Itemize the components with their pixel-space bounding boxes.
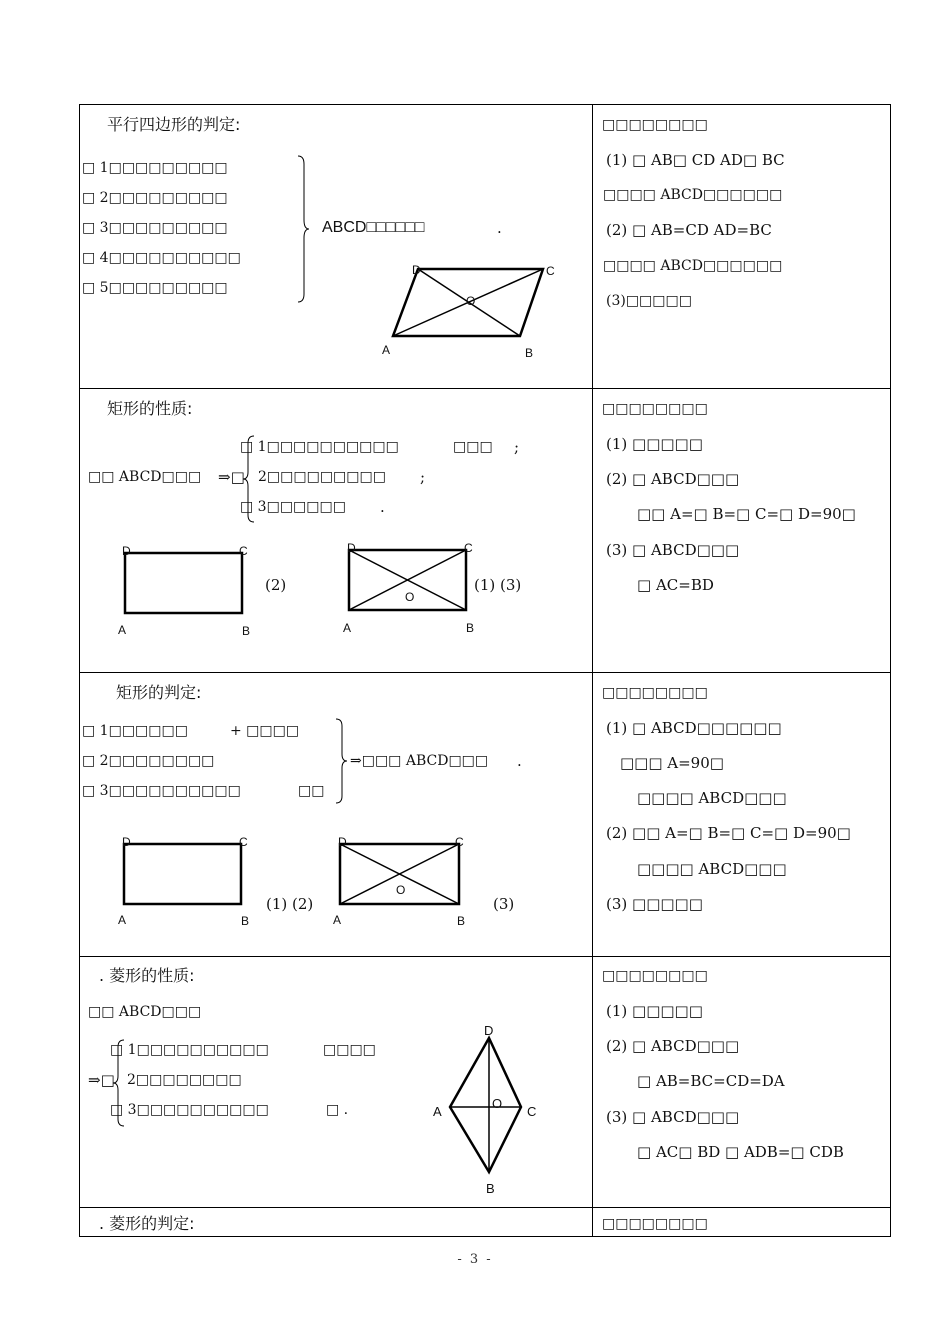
vertex-label: A — [382, 343, 391, 357]
section-heading: 矩形的性质: — [107, 399, 193, 418]
right-text: □□ A=□ B=□ C=□ D=90□ — [637, 505, 856, 523]
right-text: □□□□□□□□ — [602, 117, 708, 133]
condition-item: □ 4□□□□□□□□□□ — [82, 250, 241, 266]
property-item-tail: □□□□ — [323, 1042, 376, 1058]
property-item-tail: □□□ — [453, 439, 493, 455]
vertex-label: B — [486, 1181, 495, 1196]
right-text: □□□□□□□□ — [602, 401, 708, 417]
right-text: □□□□□□□□ — [602, 685, 708, 701]
row-divider — [79, 956, 891, 957]
right-text: □□□□ ABCD□□□□□□ — [603, 258, 783, 274]
vertex-label: A — [433, 1104, 442, 1119]
vertex-label: O — [405, 590, 415, 604]
figure-tag: (2) — [265, 576, 287, 594]
vertex-label: O — [492, 1096, 503, 1111]
right-text: (1) □□□□□ — [606, 435, 703, 453]
right-brace — [334, 717, 348, 805]
conclusion-end: . — [497, 219, 502, 237]
separator: . — [380, 498, 385, 516]
vertex-label: D — [122, 835, 131, 849]
vertex-label: C — [239, 835, 248, 849]
property-item: □ 1□□□□□□□□□□ — [240, 439, 399, 455]
property-item: □ 3□□□□□□□□□□ — [110, 1102, 269, 1118]
implies-arrow: ⇒□ — [218, 468, 245, 486]
property-item: 2□□□□□□□□□ — [258, 469, 386, 485]
separator: ; — [514, 438, 520, 456]
right-text: (2) □ ABCD□□□ — [606, 470, 740, 488]
vertex-label: D — [347, 541, 356, 555]
vertex-label: B — [242, 624, 251, 638]
row-divider — [79, 388, 891, 389]
section-heading: 平行四边形的判定: — [107, 115, 241, 134]
vertex-label: B — [525, 346, 534, 360]
right-text: □□□□□□□□ — [602, 968, 708, 984]
separator: ; — [420, 468, 426, 486]
right-text: □ AC=BD — [637, 576, 714, 594]
premise-text: □□ ABCD□□□ — [88, 1004, 202, 1020]
vertex-label: C — [546, 264, 555, 278]
right-text: (1) □□□□□ — [606, 1002, 703, 1020]
rectangle-figure — [123, 843, 243, 905]
section-heading: . 菱形的判定: — [99, 1214, 195, 1233]
right-text: (3) □□□□□ — [606, 895, 703, 913]
column-divider — [592, 104, 593, 1237]
right-text: (1) □ AB□ CD AD□ BC — [606, 151, 785, 169]
property-item: 2□□□□□□□□ — [127, 1072, 242, 1088]
condition-item-tail: □□ — [298, 783, 325, 799]
right-text: (3)□□□□□ — [606, 293, 692, 309]
right-text: (2) □ AB=CD AD=BC — [606, 221, 772, 239]
row-divider — [79, 1207, 891, 1208]
vertex-label: C — [464, 541, 473, 555]
conclusion-text: ABCD□□□□□□ — [322, 219, 425, 236]
premise-text: □□ ABCD□□□ — [88, 469, 202, 485]
condition-item: □ 2□□□□□□□□□ — [82, 190, 228, 206]
vertex-label: C — [527, 1104, 537, 1119]
right-text: □ AC□ BD □ ADB=□ CDB — [637, 1143, 844, 1161]
page-number: - 3 - — [457, 1252, 493, 1267]
right-brace — [296, 154, 310, 304]
vertex-label: A — [118, 913, 127, 927]
property-item: □ 3□□□□□□ — [240, 499, 346, 515]
vertex-label: A — [118, 623, 127, 637]
vertex-label: C — [239, 544, 248, 558]
row-divider — [79, 672, 891, 673]
property-item: □ 1□□□□□□□□□□ — [110, 1042, 269, 1058]
right-text: □□□□ ABCD□□□ — [637, 860, 787, 878]
condition-item: □ 5□□□□□□□□□ — [82, 280, 228, 296]
rectangle-figure — [124, 552, 244, 614]
condition-item: □ 3□□□□□□□□□□ — [82, 783, 241, 799]
rhombus-figure — [440, 1030, 540, 1180]
figure-tag: (1) (2) — [266, 895, 314, 913]
vertex-label: D — [338, 835, 347, 849]
right-text: □□□□ ABCD□□□□□□ — [603, 187, 783, 203]
right-text: □□□ A=90□ — [620, 754, 724, 772]
conclusion-end: . — [517, 752, 522, 770]
property-item-tail: □ . — [326, 1102, 349, 1118]
vertex-label: D — [484, 1023, 494, 1038]
implies-arrow: ⇒□ — [88, 1071, 115, 1089]
vertex-label: B — [241, 914, 250, 928]
right-text: □□□□□□□□ — [602, 1216, 708, 1232]
condition-item: □ 2□□□□□□□□ — [82, 753, 215, 769]
right-text: (2) □ ABCD□□□ — [606, 1037, 740, 1055]
vertex-label: A — [343, 621, 352, 635]
vertex-label: A — [333, 913, 342, 927]
conclusion-text: ⇒□□□ ABCD□□□ — [350, 753, 489, 769]
vertex-label: C — [455, 835, 464, 849]
right-text: □□□□ ABCD□□□ — [637, 789, 787, 807]
vertex-label: B — [457, 914, 466, 928]
condition-item: □ 3□□□□□□□□□ — [82, 220, 228, 236]
condition-item-tail: + □□□□ — [230, 723, 300, 739]
figure-tag: (3) — [493, 895, 515, 913]
section-heading: . 菱形的性质: — [99, 966, 195, 985]
right-text: (1) □ ABCD□□□□□□ — [606, 719, 782, 737]
figure-tag: (1) (3) — [474, 576, 522, 594]
vertex-label: O — [466, 294, 476, 308]
right-text: (3) □ ABCD□□□ — [606, 541, 740, 559]
right-text: □ AB=BC=CD=DA — [637, 1072, 785, 1090]
vertex-label: B — [466, 621, 475, 635]
section-heading: 矩形的判定: — [116, 683, 202, 702]
vertex-label: O — [396, 883, 406, 897]
vertex-label: D — [412, 263, 421, 277]
condition-item: □ 1□□□□□□□□□ — [82, 160, 228, 176]
right-text: (3) □ ABCD□□□ — [606, 1108, 740, 1126]
right-text: (2) □□ A=□ B=□ C=□ D=90□ — [606, 824, 851, 842]
vertex-label: D — [122, 544, 131, 558]
condition-item: □ 1□□□□□□ — [82, 723, 188, 739]
